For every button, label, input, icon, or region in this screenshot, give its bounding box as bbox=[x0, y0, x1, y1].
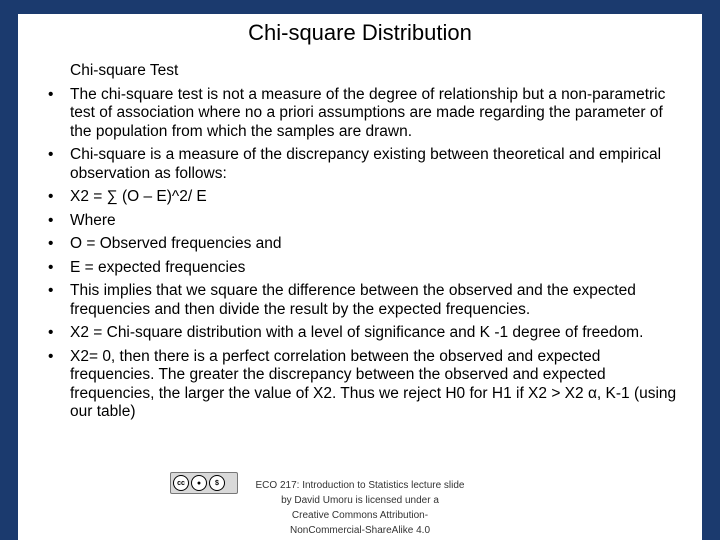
bullet-item: • This implies that we square the difference between the observed and the expected frequencies and then divide the result by the expected frequencies. bbox=[48, 282, 678, 319]
license-line: NonCommercial-ShareAlike 4.0 bbox=[289, 525, 431, 536]
creative-commons-icon: cc bbox=[173, 475, 189, 491]
bullet-item: • X2 = ∑ (O – E)^2/ E bbox=[48, 188, 678, 207]
bullet-item: • Where bbox=[48, 212, 678, 231]
section-heading: Chi-square Test bbox=[70, 62, 179, 79]
license-line: ECO 217: Introduction to Statistics lecture slide bbox=[255, 480, 465, 491]
attribution-icon: ● bbox=[191, 475, 207, 491]
noncommercial-icon: $ bbox=[209, 475, 225, 491]
license-footer bbox=[240, 478, 480, 538]
cc-license-badge bbox=[170, 472, 238, 494]
slide-content bbox=[48, 62, 678, 422]
bullet-item: • The chi-square test is not a measure of the degree of relationship but a non-parametric test of association where no a priori assumptions are made regarding the parameter of the population from which the samples are drawn. bbox=[48, 86, 678, 142]
bullet-item: • O = Observed frequencies and bbox=[48, 235, 678, 254]
license-line: by David Umoru is licensed under a bbox=[281, 495, 439, 506]
slide-title: Chi-square Distribution bbox=[248, 20, 472, 45]
license-line: Creative Commons Attribution- bbox=[291, 510, 429, 521]
bullet-list bbox=[48, 86, 678, 422]
bullet-item: • X2 = Chi-square distribution with a level of significance and K -1 degree of freedom. bbox=[48, 324, 678, 343]
bullet-item: • E = expected frequencies bbox=[48, 259, 678, 278]
bullet-item: • Chi-square is a measure of the discrepancy existing between theoretical and empirical observation as follows: bbox=[48, 146, 678, 183]
bullet-item: • X2= 0, then there is a perfect correlation between the observed and expected frequencies. The greater the discrepancy between the observed and expected frequencies, the larger the value of X2. Thus we reject H0 for H1 if X2 > X2 α, K-1 (using our table) bbox=[48, 348, 678, 422]
